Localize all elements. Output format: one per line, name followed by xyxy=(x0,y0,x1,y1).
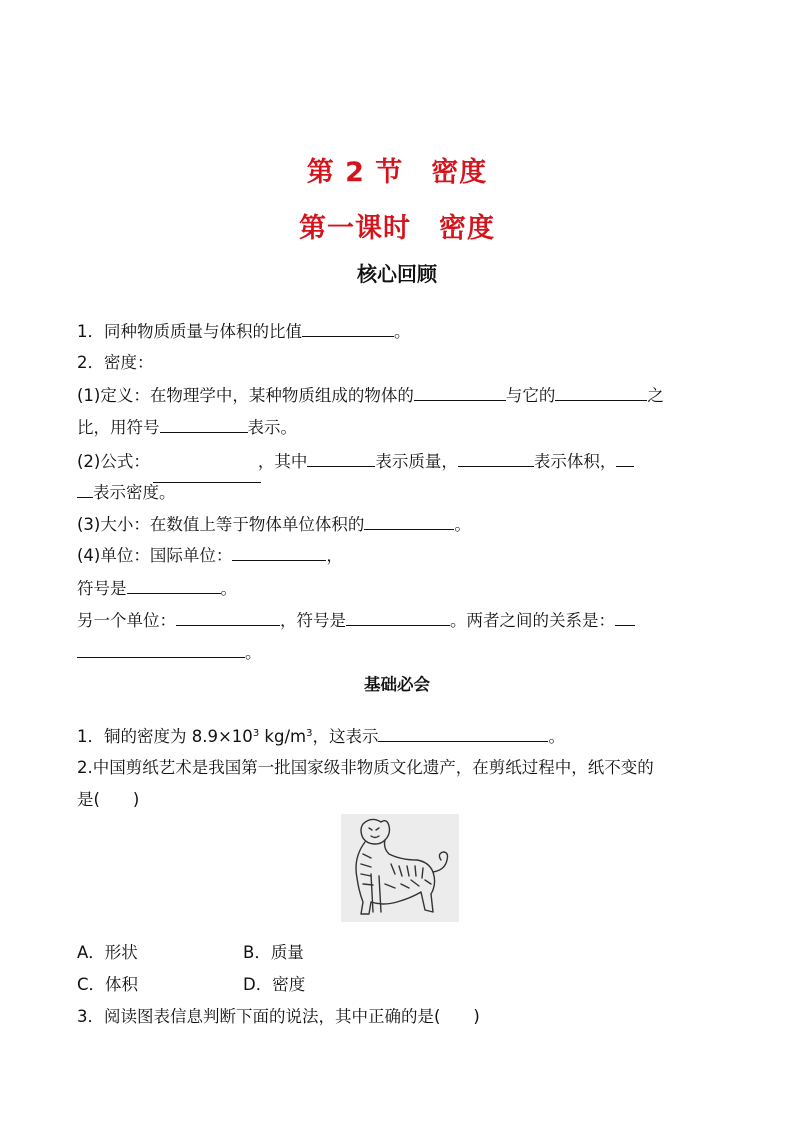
superscript: 3 xyxy=(306,728,313,739)
question-text: 。 xyxy=(548,727,565,746)
answer-blank xyxy=(176,608,280,626)
question-text: 之 xyxy=(647,386,664,405)
question-text: ，其中 xyxy=(257,452,308,471)
option-b[interactable]: B．质量 xyxy=(243,943,304,962)
question-text: 与它的 xyxy=(505,386,556,405)
page-subtitle: 第一课时 密度 xyxy=(299,213,495,244)
answer-blank xyxy=(616,449,634,467)
question-text: 1．同种物质质量与体积的比值 xyxy=(77,322,302,341)
superscript: 3 xyxy=(252,728,260,739)
answer-blank xyxy=(346,608,450,626)
question-text: ，这表示 xyxy=(312,727,379,746)
density-formula xyxy=(77,449,634,474)
answer-blank xyxy=(458,449,534,467)
question-text: (1)定义：在物理学中，某种物质组成的物体的 xyxy=(77,386,414,405)
density-definition-cont xyxy=(77,415,297,440)
basic-question-3: 3．阅读图表信息判断下面的说法，其中正确的是( ) xyxy=(77,1007,480,1026)
answer-blank xyxy=(364,512,454,530)
answer-blank xyxy=(160,415,248,433)
question-text: (4)单位：国际单位： xyxy=(77,546,233,565)
density-unit-symbol xyxy=(77,576,237,601)
question-text: 。 xyxy=(454,515,471,534)
question-text: 符号是 xyxy=(77,579,127,598)
question-text: (3)大小：在数值上等于物体单位体积的 xyxy=(77,515,365,534)
question-text: 。两者之间的关系是： xyxy=(450,611,615,630)
core-question-1 xyxy=(77,319,411,344)
density-unit xyxy=(77,543,343,568)
question-text: 1．铜的密度为 8.9×10 xyxy=(77,727,253,746)
density-other-unit-cont xyxy=(77,640,262,665)
question-text: 表示。 xyxy=(247,418,297,437)
option-d[interactable]: D．密度 xyxy=(243,975,306,994)
density-size xyxy=(77,512,471,537)
density-definition xyxy=(77,383,664,408)
density-formula-cont xyxy=(77,480,176,505)
option-a[interactable]: A．形状 xyxy=(77,943,138,962)
answer-blank xyxy=(232,543,326,561)
question-text: 比，用符号 xyxy=(77,418,160,437)
tiger-icon xyxy=(341,814,459,922)
question-text: 。 xyxy=(220,579,237,598)
answer-blank xyxy=(414,383,506,401)
basic-question-2-cont: 是( ) xyxy=(77,790,140,809)
answer-blank xyxy=(378,724,548,742)
answer-blank xyxy=(615,608,635,626)
page-title: 第 2 节 密度 xyxy=(306,157,488,188)
answer-blank xyxy=(555,383,647,401)
question-text: ， xyxy=(326,546,343,565)
section-title-core: 核心回顾 xyxy=(357,262,437,286)
question-text: (2)公式： xyxy=(77,452,150,471)
question-text: 表示密度。 xyxy=(93,483,176,502)
density-other-unit xyxy=(77,608,635,633)
question-text: 。 xyxy=(245,643,262,662)
answer-blank xyxy=(77,640,245,658)
answer-blank xyxy=(77,480,93,498)
question-text: 。 xyxy=(394,322,411,341)
tiger-papercut-image xyxy=(341,814,459,922)
answer-blank xyxy=(127,576,221,594)
answer-blank xyxy=(302,319,394,337)
option-c[interactable]: C．体积 xyxy=(77,975,139,994)
question-text: 表示体积， xyxy=(533,452,617,471)
question-text: 表示质量， xyxy=(375,452,458,471)
basic-question-1 xyxy=(77,724,565,749)
question-text: ，符号是 xyxy=(280,611,346,630)
question-text: kg/m xyxy=(259,727,307,746)
answer-blank xyxy=(307,449,375,467)
formula-blank xyxy=(150,450,258,467)
question-text: 另一个单位： xyxy=(77,611,176,630)
basic-question-2: 2.中国剪纸艺术是我国第一批国家级非物质文化遗产，在剪纸过程中，纸不变的 xyxy=(77,758,654,777)
core-question-2: 2．密度： xyxy=(77,353,154,372)
section-title-basic: 基础必会 xyxy=(364,675,430,694)
